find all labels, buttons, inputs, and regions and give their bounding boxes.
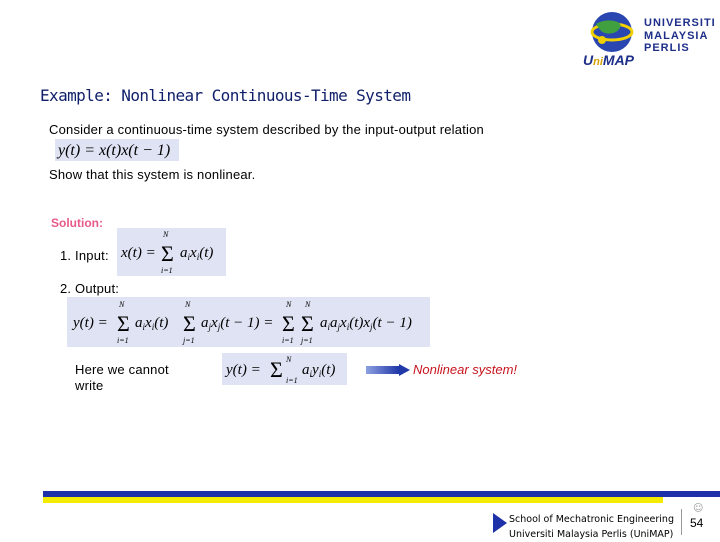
cannot-write-text: Here we cannot write [75, 362, 169, 393]
svg-text:i=1: i=1 [282, 336, 294, 345]
right-arrow-icon [366, 364, 410, 376]
globe-icon [588, 10, 634, 54]
unimap-logo [583, 8, 717, 68]
superposition-equation [222, 353, 347, 385]
svg-text:Σ: Σ [270, 357, 283, 382]
page-number: 54 [690, 516, 704, 530]
svg-text:N: N [286, 355, 292, 364]
page-divider [681, 509, 682, 535]
footer-school: School of Mechatronic Engineering Universiti Malaysia Perlis (UniMAP) [509, 514, 674, 540]
svg-text:i=1: i=1 [161, 266, 173, 275]
svg-text:Σ: Σ [282, 311, 295, 336]
svg-text:N: N [185, 300, 191, 309]
intro-text: Consider a continuous-time system described by the input-output relation [49, 122, 484, 137]
slide-title: Example: Nonlinear Continuous-Time System [40, 86, 411, 105]
conclusion-text: Nonlinear system! [413, 362, 518, 377]
svg-text:i=1: i=1 [286, 376, 298, 385]
relation-equation [55, 139, 179, 161]
svg-text:j=1: j=1 [301, 336, 313, 345]
svg-text:x(t) =: x(t) = [121, 245, 156, 261]
unimap-wordmark: UniMAP [583, 52, 635, 68]
play-triangle-icon [493, 513, 507, 533]
svg-text:Σ: Σ [183, 311, 196, 336]
svg-text:N: N [305, 300, 311, 309]
svg-text:Σ: Σ [301, 311, 314, 336]
solution-label: Solution: [51, 216, 103, 230]
svg-text:N: N [286, 300, 292, 309]
input-equation [117, 228, 226, 276]
svg-text:y(t) =: y(t) = [226, 362, 261, 378]
svg-text:y(t) =: y(t) = [73, 315, 108, 331]
svg-text:ajxj(t − 1) =: $a_jx_j(t - 1)$ = [201, 315, 274, 332]
svg-text:aiajxi(t)xj(t − 1): $a_ia_jx_i(t)x_j(t - 1)$ [320, 315, 412, 332]
svg-text:aixi(t): $a_ix_i(t)$ [180, 245, 214, 262]
svg-text:Σ: Σ [117, 311, 130, 336]
svg-text:j=1: j=1 [183, 336, 195, 345]
output-equation [67, 297, 430, 347]
university-name: UNIVERSITI MALAYSIA PERLIS [644, 17, 716, 54]
svg-text:N: N [163, 230, 169, 239]
svg-text:aixi(t): $a_ix_i(t)$ [135, 315, 169, 332]
footer-yellow-bar [43, 497, 663, 503]
ornament-icon: ☺ [693, 503, 704, 514]
svg-text:i=1: i=1 [117, 336, 129, 345]
svg-text:y(t) = x(t)x(t − 1): y(t) = x(t)x(t − 1) [58, 142, 171, 159]
step2-label: 2. Output: [60, 281, 120, 296]
task-text: Show that this system is nonlinear. [49, 167, 256, 182]
svg-text:Σ: Σ [161, 241, 174, 266]
svg-text:N: N [119, 300, 125, 309]
svg-text:aiyi(t): $a_iy_i(t)$ [302, 362, 336, 379]
step1-label: 1. Input: [60, 248, 109, 263]
